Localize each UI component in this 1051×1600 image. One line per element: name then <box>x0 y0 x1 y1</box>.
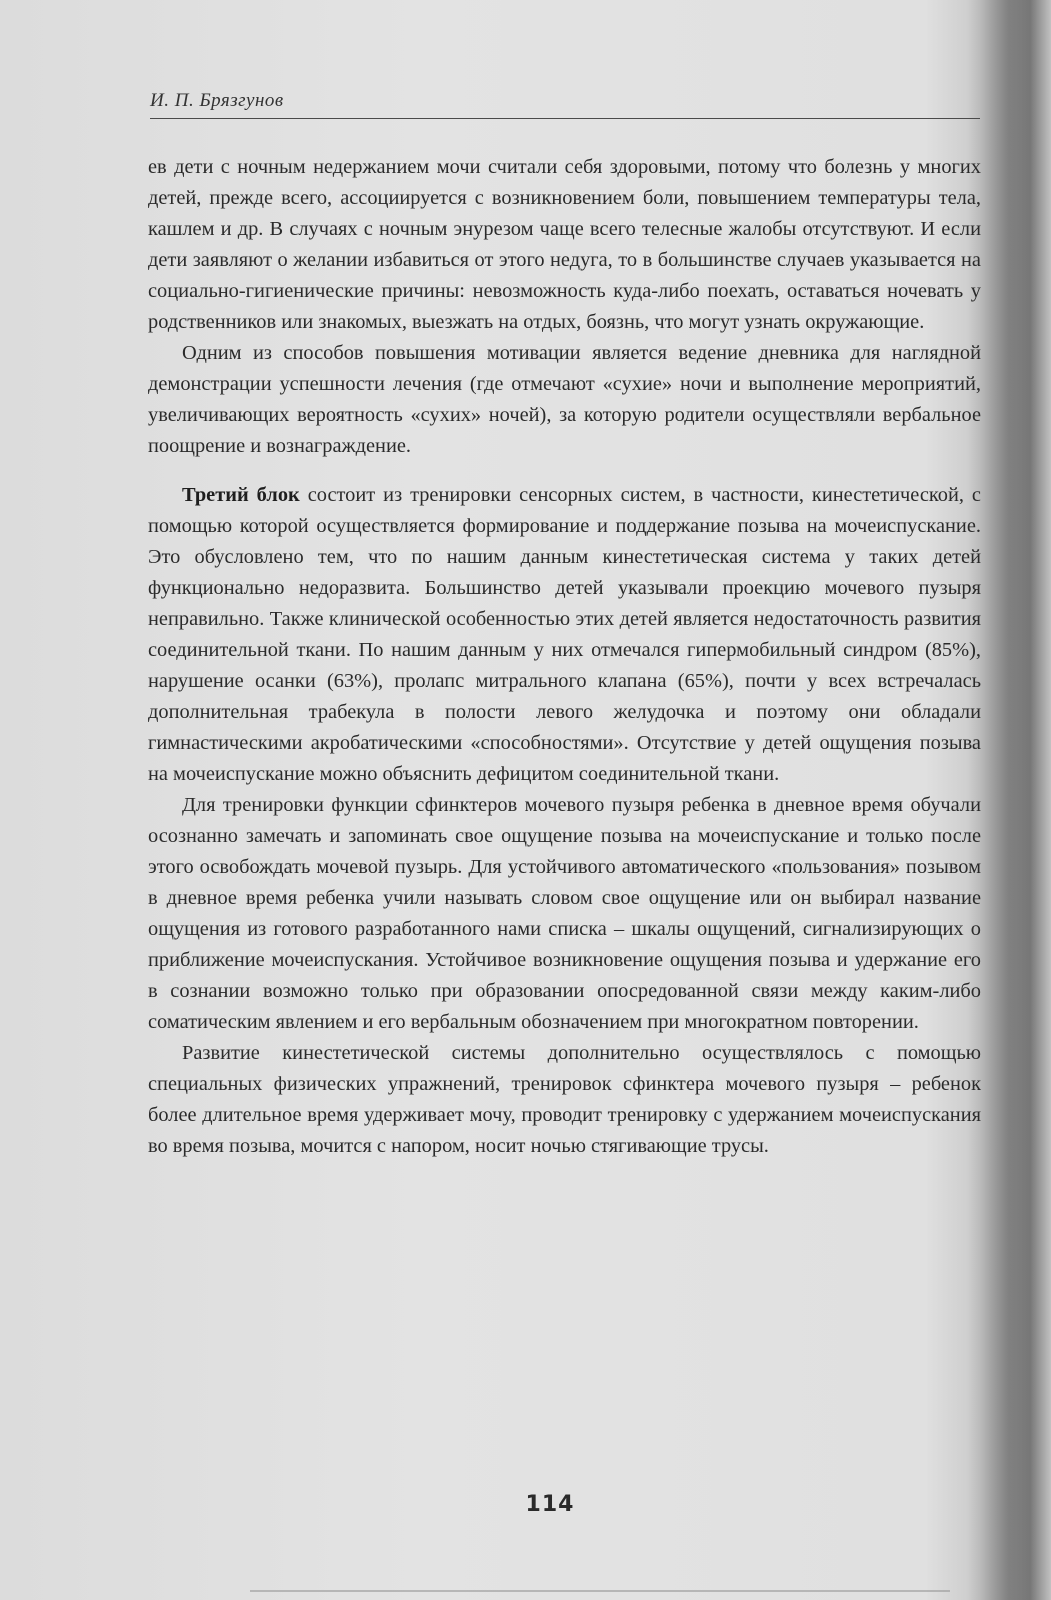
paragraph-4-text: Для тренировки функции сфинктеров мочевого пузыря ребенка в дневное время обучали осознанно замечать и запоминать свое ощущение позыва на мочеиспускание и только после этого освобождать мочевой пузырь. Для устойчивого автоматического «пользования» позывом в дневное время ребенка учили называть словом свое ощущение или он выбирал название ощущения из готового разработанного нами списка – шкалы ощущений, сигнализирующих о приближение мочеиспускания. Устойчивое возникновение ощущения позыва и удержание его в сознании возможно только при образовании опосредованной связи между каким-либо соматическим явлением и его вербальным обозначением при многократном повторении. <box>148 794 981 1033</box>
paragraph-5-text: Развитие кинестетической системы дополнительно осуществлялось с помощью специальных физических упражнений, тренировок сфинктера мочевого пузыря – ребенок более длительное время удерживает мочу, проводит тренировку с удержанием мочеиспускания во время позыва, мочится с напором, носит ночью стягивающие трусы. <box>148 1042 981 1157</box>
body-text <box>148 152 981 1162</box>
spine-shadow <box>981 0 1051 1600</box>
paragraph-2-text: Одним из способов повышения мотивации является ведение дневника для наглядной демонстрации успешности лечения (где отмечают «сухие» ночи и выполнение мероприятий, увеличивающих вероятность «сухих» ночей), за которую родители осуществляли вербальное поощрение и вознаграждение. <box>148 342 981 457</box>
paragraph-4 <box>148 790 981 1038</box>
paragraph-1-text: ев дети с ночным недержанием мочи считали себя здоровыми, потому что болезнь у многих детей, прежде всего, ассоциируется с возникновением боли, повышением температуры тела, кашлем и др. В случаях с ночным энурезом чаще всего телесные жалобы отсутствуют. И если дети заявляют о желании избавиться от этого недуга, то в большинстве случаев указывается на социально-гигиенические причины: невозможность куда-либо поехать, оставаться ночевать у родственников или знакомых, выезжать на отдых, боязнь, что могут узнать окружающие. <box>148 156 981 333</box>
section-lead-bold: Третий блок <box>182 484 300 506</box>
running-header <box>150 88 980 119</box>
page-number: 114 <box>525 1492 575 1517</box>
running-header-author: И. П. Брязгунов <box>150 90 284 111</box>
paragraph-3-text: состоит из тренировки сенсорных систем, в частности, кинестетической, с помощью которой осуществляется формирование и поддержание позыва на мочеиспускание. Это обусловлено тем, что по нашим данным кинестетическая система у таких детей функционально недоразвита. Большинство детей указывали проекцию мочевого пузыря неправильно. Также клинической особенностью этих детей является недостаточность развития соединительной ткани. По нашим данным у них отмечался гипермобильный синдром (85%), нарушение осанки (63%), пролапс митрального клапана (65%), почти у всех встречалась дополнительная трабекула в полости левого желудочка и поэтому они обладали гимнастическими акробатическими «способностями». Отсутствие у детей ощущения позыва на мочеиспускание можно объяснить дефицитом соединительной ткани. <box>148 484 981 785</box>
scan-edge-line <box>250 1590 950 1592</box>
paragraph-2 <box>148 338 981 462</box>
paragraph-5 <box>148 1038 981 1162</box>
paragraph-1 <box>148 152 981 338</box>
paragraph-3 <box>148 480 981 790</box>
